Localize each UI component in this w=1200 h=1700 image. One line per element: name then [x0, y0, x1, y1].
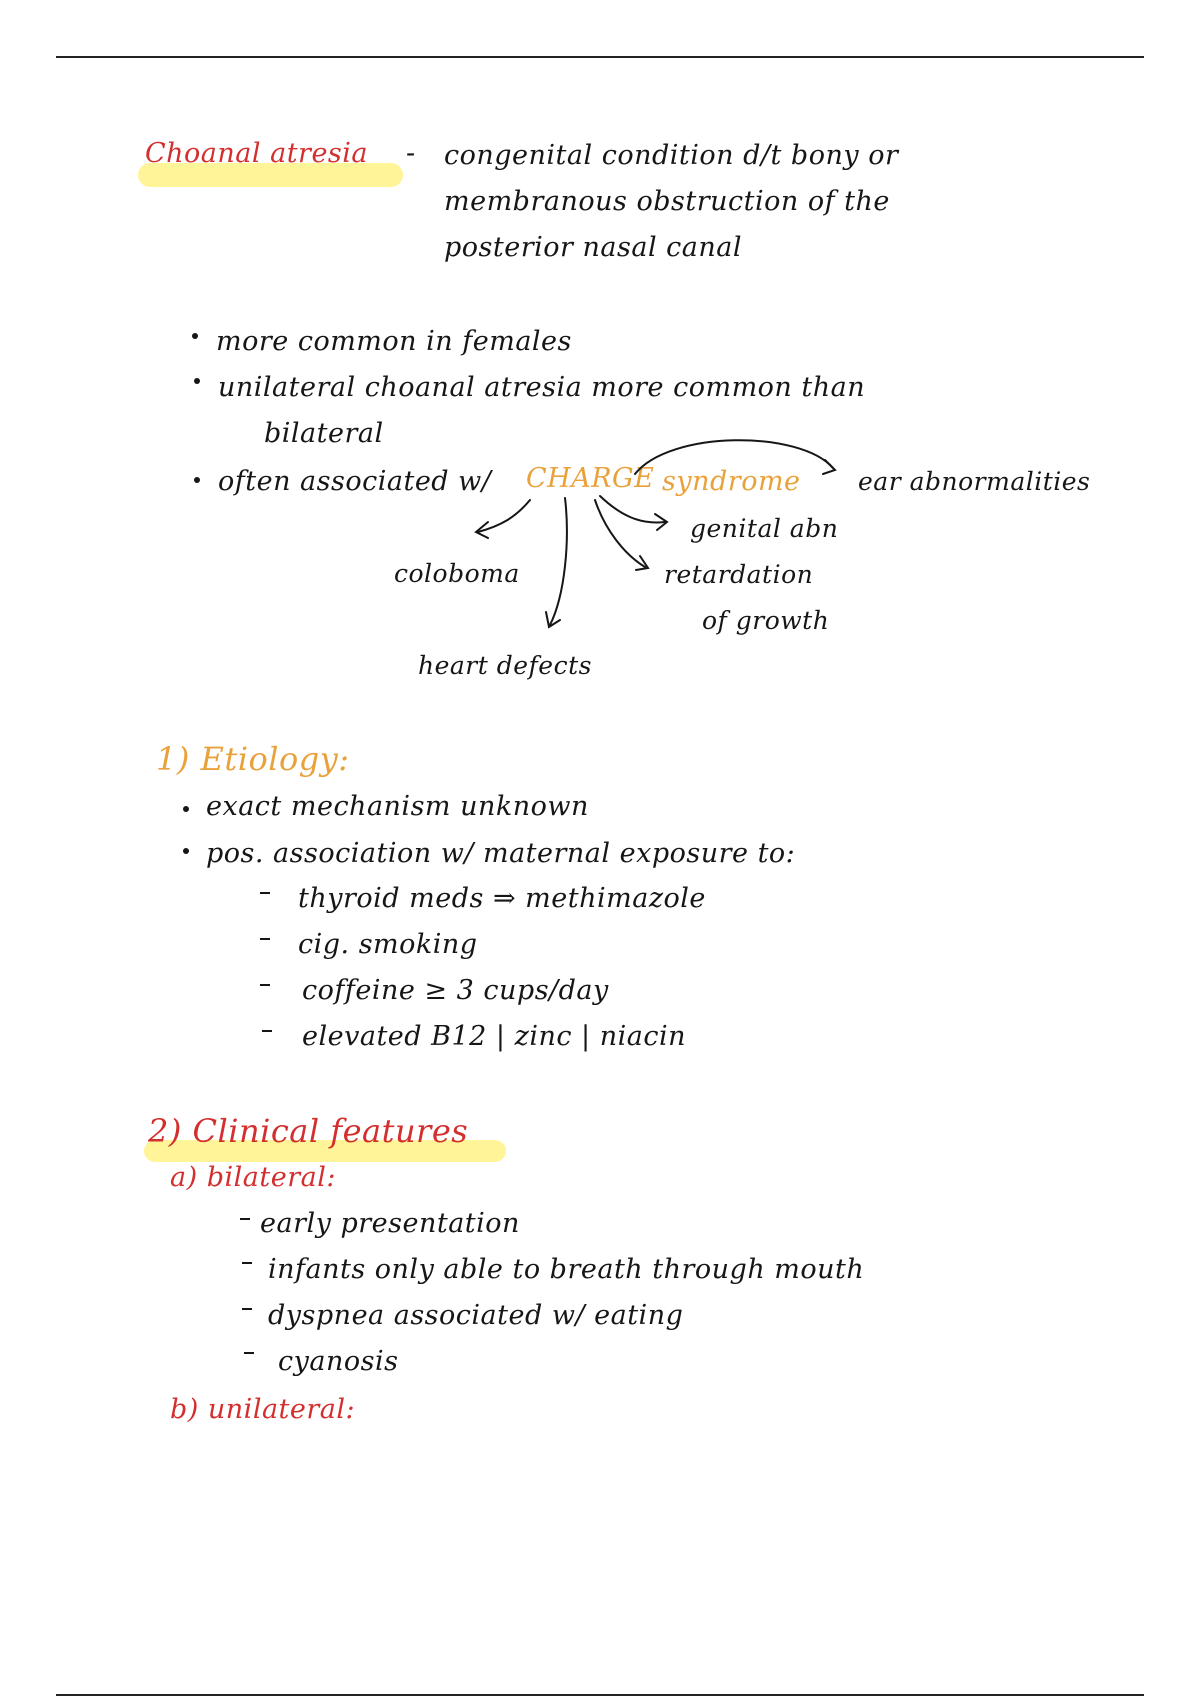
feature-of-growth: of growth — [702, 606, 830, 635]
feature-genital-abn: genital abn — [690, 514, 839, 543]
syndrome-label: syndrome — [662, 466, 801, 497]
bullet-unilateral-line1: unilateral choanal atresia more common than — [218, 372, 866, 403]
etiology-sub-coffeine: coffeine ≥ 3 cups/day — [302, 975, 609, 1006]
bilateral-item-early: early presentation — [260, 1208, 520, 1239]
bottom-rule — [56, 1694, 1144, 1696]
dash — [242, 1308, 252, 1310]
dash — [260, 984, 270, 986]
dash — [260, 892, 270, 894]
arrow-to-heart — [550, 498, 567, 625]
bilateral-label: a) bilateral: — [170, 1162, 336, 1193]
definition-line-1: congenital condition d/t bony or — [444, 140, 899, 171]
charge-label: CHARGE — [526, 463, 655, 494]
etiology-sub-elevated: elevated B12 | zinc | niacin — [302, 1021, 686, 1052]
bilateral-item-dyspnea: dyspnea associated w/ eating — [268, 1300, 684, 1331]
bilateral-item-breath: infants only able to breath through mouth — [268, 1254, 865, 1285]
bilateral-item-cyanosis: cyanosis — [278, 1346, 399, 1377]
arrow-to-ear — [635, 440, 833, 474]
title-term: Choanal atresia — [145, 138, 369, 169]
feature-heart-defects: heart defects — [418, 651, 592, 680]
bullet-dot — [183, 848, 189, 854]
definition-line-2: membranous obstruction of the — [444, 186, 890, 217]
bullet-unilateral-line2: bilateral — [264, 418, 384, 449]
arrow-to-coloboma — [478, 500, 530, 532]
dash — [240, 1218, 250, 1220]
feature-coloboma: coloboma — [394, 559, 520, 588]
definition-line-3: posterior nasal canal — [444, 232, 743, 263]
clinical-heading: 2) Clinical features — [148, 1112, 469, 1150]
bullet-associated-prefix: often associated w/ — [218, 466, 492, 497]
bullet-females: more common in females — [216, 326, 572, 357]
dash — [242, 1262, 252, 1264]
etiology-heading: 1) Etiology: — [156, 740, 350, 778]
arrow-to-retardation — [595, 500, 645, 567]
etiology-sub-smoking: cig. smoking — [298, 929, 478, 960]
etiology-association: pos. association w/ maternal exposure to: — [206, 838, 796, 869]
etiology-sub-thyroid: thyroid meds ⇒ methimazole — [298, 883, 706, 914]
etiology-mechanism: exact mechanism unknown — [206, 791, 589, 822]
feature-retardation: retardation — [664, 560, 814, 589]
bullet-dot — [183, 806, 189, 812]
dash — [260, 938, 270, 940]
title-separator: - — [406, 138, 416, 169]
dash — [244, 1352, 254, 1354]
dash — [262, 1030, 272, 1032]
feature-ear-abnormalities: ear abnormalities — [858, 467, 1091, 496]
arrow-to-genital — [600, 496, 665, 523]
unilateral-label: b) unilateral: — [170, 1394, 356, 1425]
